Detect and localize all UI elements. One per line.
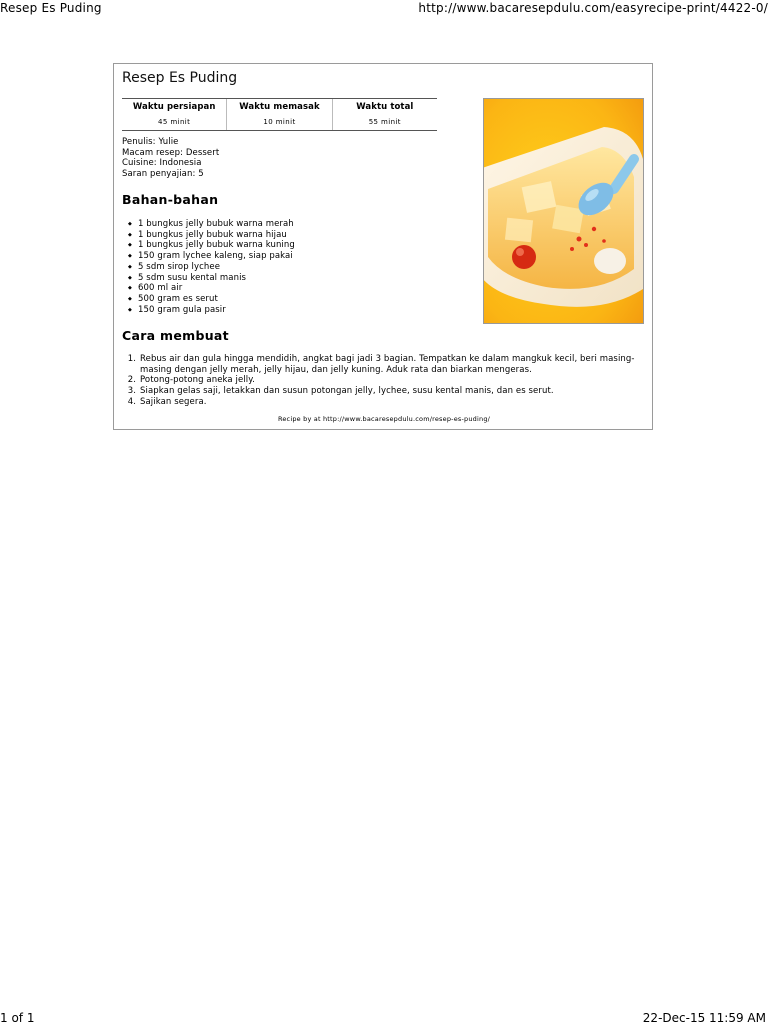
ingredient-item: ◆ 1 bungkus jelly bubuk warna kuning [128,240,295,251]
recipe-meta [122,137,219,179]
ingredient-item: ◆ 1 bungkus jelly bubuk warna hijau [128,230,295,241]
ingredient-item: ◆ 600 ml air [128,283,295,294]
meta-servings: Saran penyajian: 5 [122,168,204,179]
step-item [122,375,642,386]
ingredient-item: ◆ 150 gram gula pasir [128,305,295,316]
total-time-value: 55 minit [368,118,401,126]
es-puding-photo-image [484,99,643,323]
meta-author: Penulis: Yulie [122,137,179,147]
step-item [122,354,642,375]
cook-time [226,99,331,130]
ingredient-item: ◆ 150 gram lychee kaleng, siap pakai [128,251,295,262]
step-number: 2. [127,375,136,386]
recipe-card [113,63,653,430]
page-footer-page-count: 1 of 1 [0,1011,35,1025]
ingredients-list [128,219,295,315]
prep-time-value: 45 minit [158,118,191,126]
prep-time-label: Waktu persiapan [132,102,216,112]
steps-heading: Cara membuat [122,328,229,343]
total-time-label: Waktu total [356,102,414,112]
step-number: 3. [127,386,136,397]
page-header-title: Resep Es Puding [0,1,102,15]
ingredient-item: ◆ 1 bungkus jelly bubuk warna merah [128,219,295,230]
ingredient-item: ◆ 5 sdm susu kental manis [128,273,295,284]
recipe-times-table [122,98,437,131]
step-number: 4. [127,396,136,407]
step-item [122,397,642,408]
page-footer-datetime: 22-Dec-15 11:59 AM [642,1011,766,1025]
ingredient-item: ◆ 500 gram es serut [128,294,295,305]
step-number: 1. [127,354,136,364]
page-header-url: http://www.bacaresepdulu.com/easyrecipe-print/4422-0/ [418,1,768,15]
step-text: Sajikan segera. [140,396,207,407]
ingredient-item: ◆ 5 sdm sirop lychee [128,262,295,273]
step-item [122,386,642,397]
meta-cuisine: Cuisine: Indonesia [122,158,202,169]
prep-time [122,99,226,130]
recipe-credit: Recipe by at http://www.bacaresepdulu.com/resep-es-puding/ [277,415,491,423]
recipe-photo [483,98,644,324]
total-time [332,99,437,130]
step-text: Siapkan gelas saji, letakkan dan susun potongan jelly, lychee, susu kental manis, dan es serut. [140,386,554,397]
recipe-title: Resep Es Puding [122,70,238,86]
step-text: Rebus air dan gula hingga mendidih, angkat bagi jadi 3 bagian. Tempatkan ke dalam mangkuk kecil, beri masing-masing dengan jelly merah, jelly hijau, dan jelly kuning. Aduk rata dan biarkan mengeras. [140,354,635,375]
cook-time-label: Waktu memasak [239,102,320,112]
cook-time-value: 10 minit [263,118,296,126]
ingredients-heading: Bahan-bahan [122,192,219,207]
steps-list [122,354,642,408]
step-text: Potong-potong aneka jelly. [140,375,255,386]
meta-type: Macam resep: Dessert [122,147,220,158]
